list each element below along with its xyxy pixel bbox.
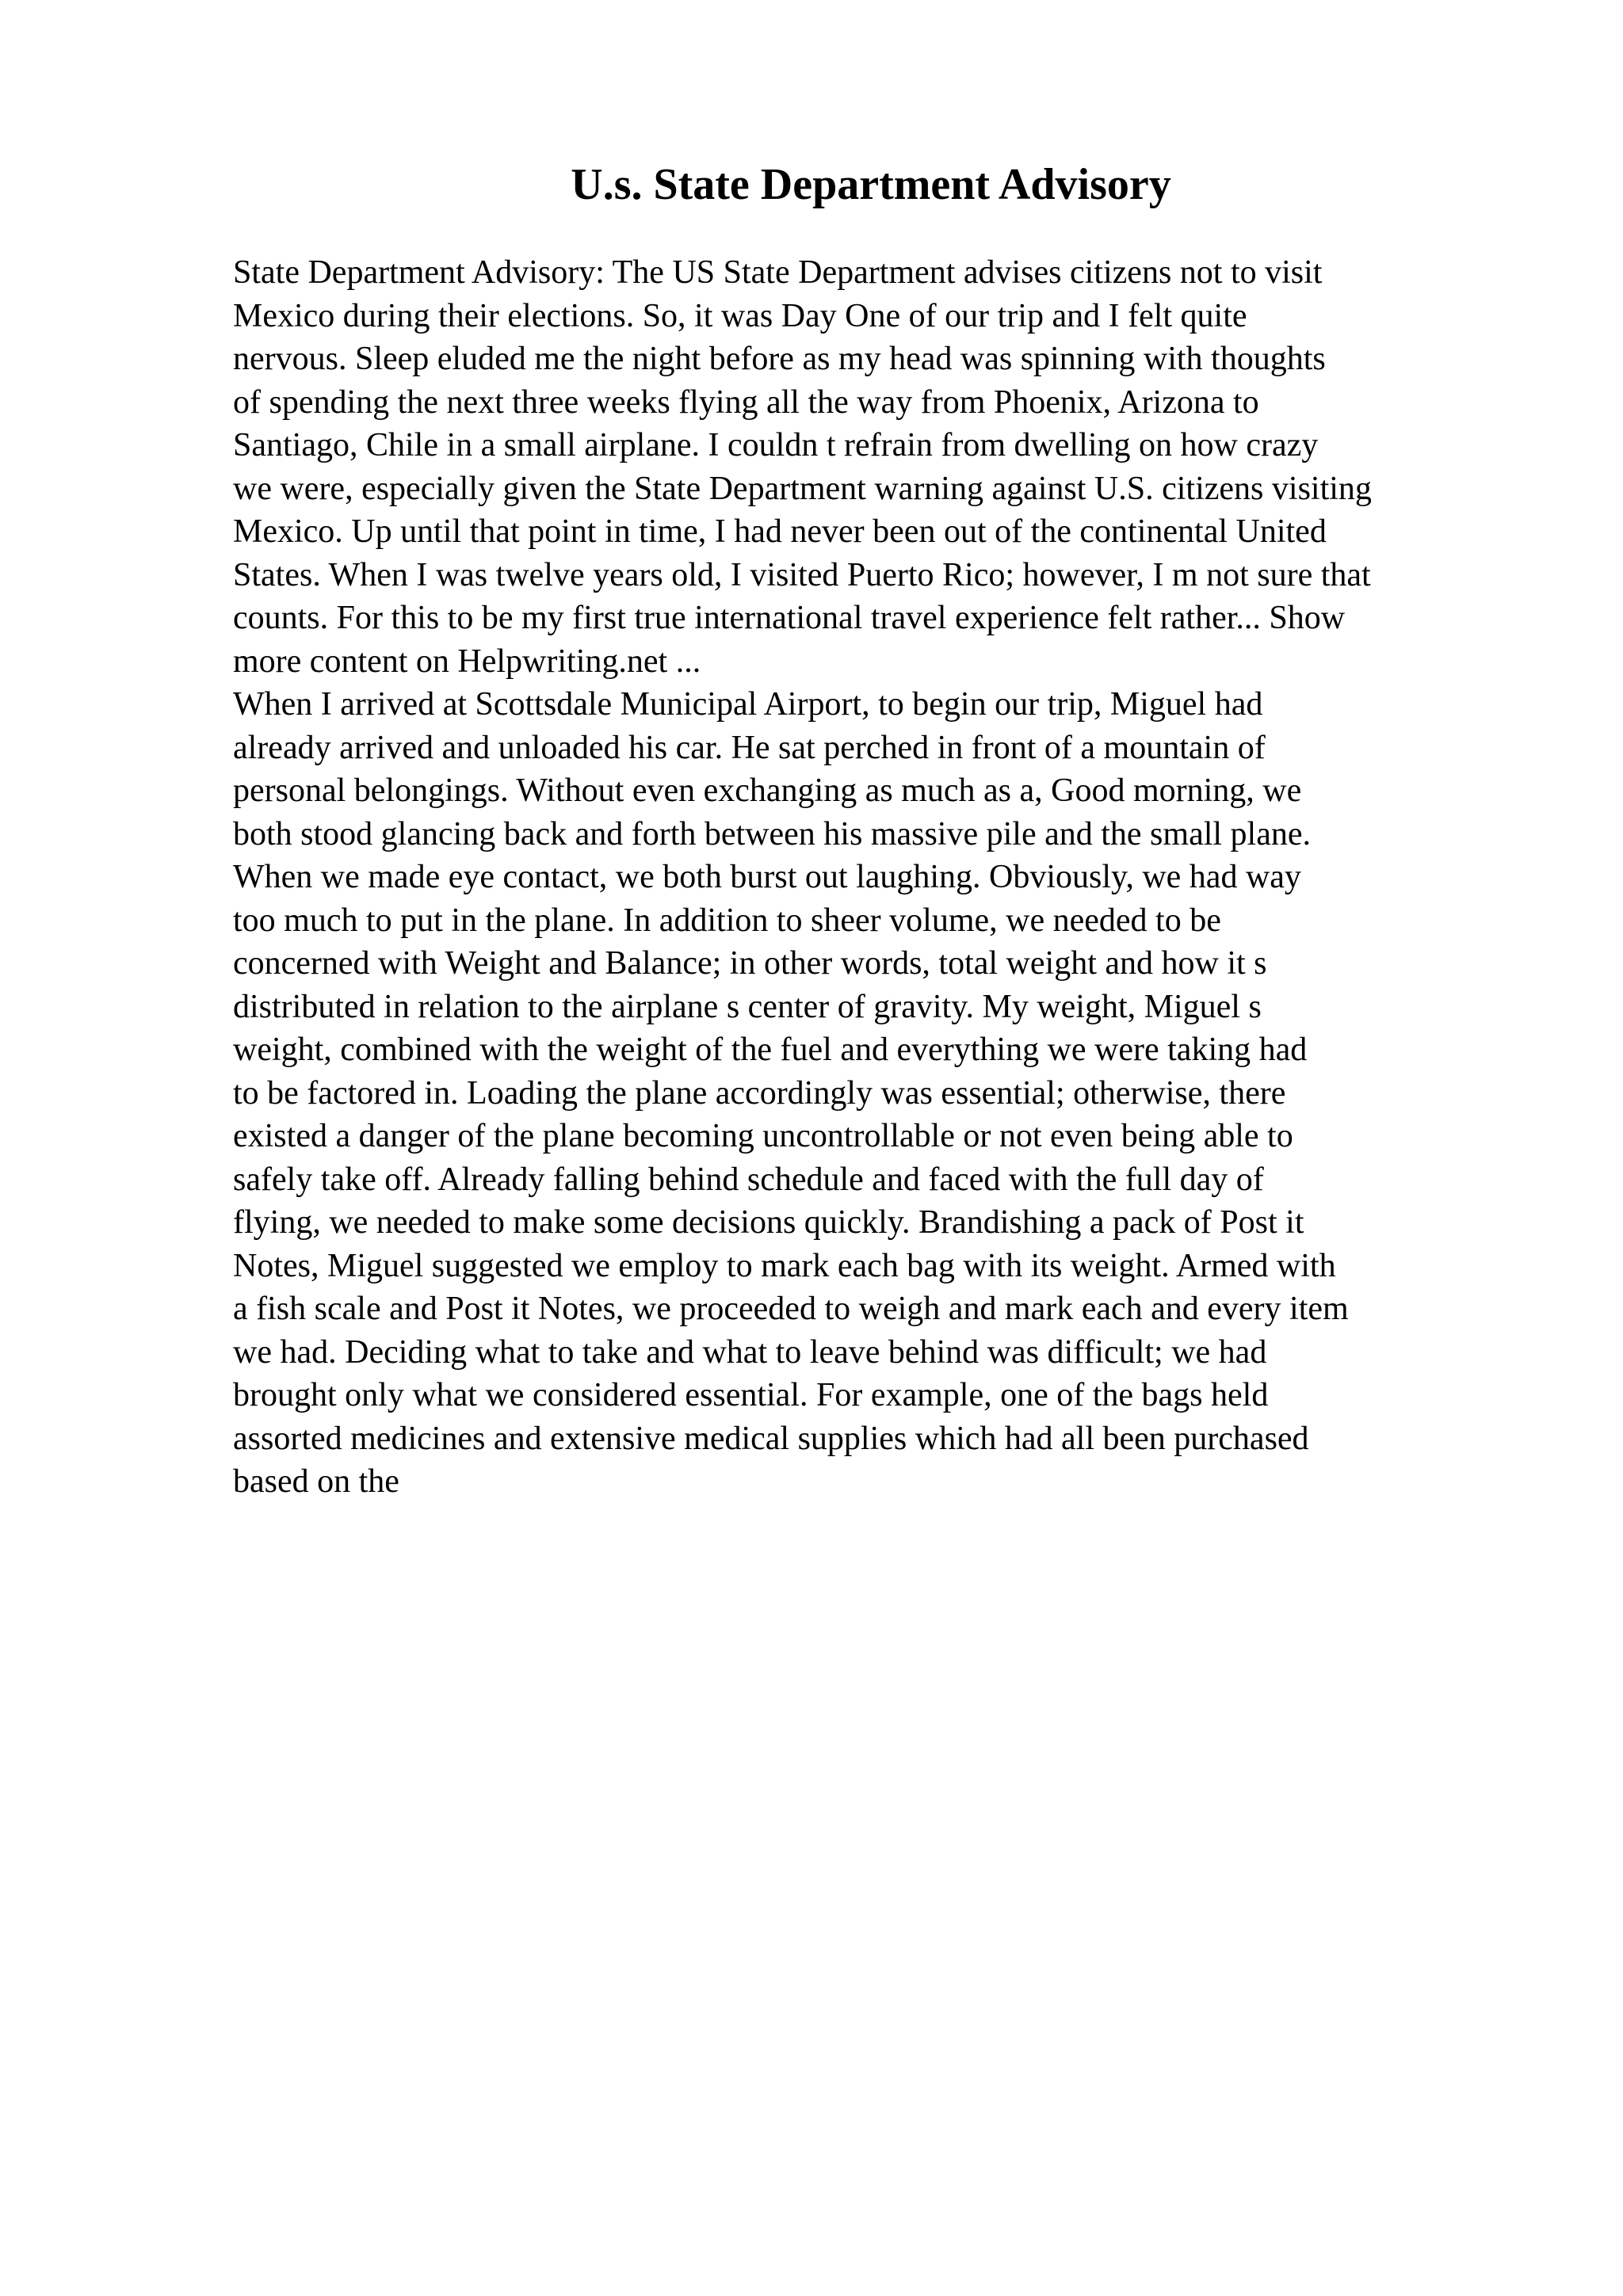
text-line: concerned with Weight and Balance; in other words, total weight and how it s: [233, 945, 1267, 982]
text-line: weight, combined with the weight of the fuel and everything we were taking had: [233, 1032, 1308, 1068]
text-line: too much to put in the plane. In addition to sheer volume, we needed to be: [233, 902, 1221, 939]
text-line: safely take off. Already falling behind schedule and faced with the full day of: [233, 1161, 1264, 1198]
text-line: already arrived and unloaded his car. He sat perched in front of a mountain of: [233, 729, 1266, 766]
text-line: both stood glancing back and forth between his massive pile and the small plane.: [233, 815, 1311, 852]
text-line: we had. Deciding what to take and what to leave behind was difficult; we had: [233, 1333, 1267, 1371]
text-line: a fish scale and Post it Notes, we proceeded to weigh and mark each and every item: [233, 1291, 1349, 1327]
document-column: [233, 158, 1509, 1504]
text-line: flying, we needed to make some decisions quickly. Brandishing a pack of Post it: [233, 1204, 1304, 1241]
document-body: [233, 251, 1509, 1504]
text-line: nervous. Sleep eluded me the night before as my head was spinning with thoughts: [233, 341, 1326, 377]
paragraph-2: [233, 683, 1509, 1504]
text-line: distributed in relation to the airplane s center of gravity. My weight, Miguel s: [233, 988, 1262, 1025]
text-line: to be factored in. Loading the plane accordingly was essential; otherwise, there: [233, 1074, 1286, 1112]
text-line: When we made eye contact, we both burst out laughing. Obviously, we had way: [233, 859, 1301, 895]
document-title: U.s. State Department Advisory: [571, 160, 1171, 209]
text-line: of spending the next three weeks flying all the way from Phoenix, Arizona to: [233, 383, 1259, 421]
text-line: brought only what we considered essential. For example, one of the bags held: [233, 1377, 1269, 1413]
text-line: Mexico during their elections. So, it was Day One of our trip and I felt quite: [233, 297, 1247, 334]
text-line: Mexico. Up until that point in time, I had never been out of the continental United: [233, 513, 1327, 550]
paragraph-1: [233, 251, 1509, 683]
text-line: more content on Helpwriting.net ...: [233, 643, 701, 680]
text-line: States. When I was twelve years old, I visited Puerto Rico; however, I m not sure that: [233, 556, 1371, 593]
text-line: assorted medicines and extensive medical supplies which had all been purchased: [233, 1420, 1309, 1457]
text-line: we were, especially given the State Department warning against U.S. citizens visiting: [233, 470, 1372, 507]
text-line: Notes, Miguel suggested we employ to mark each bag with its weight. Armed with: [233, 1247, 1336, 1284]
text-line: counts. For this to be my first true international travel experience felt rather... Show: [233, 600, 1346, 636]
text-line: existed a danger of the plane becoming uncontrollable or not even being able to: [233, 1118, 1293, 1154]
text-line: based on the: [233, 1463, 399, 1500]
text-line: When I arrived at Scottsdale Municipal Airport, to begin our trip, Miguel had: [233, 686, 1263, 723]
text-line: State Department Advisory: The US State Department advises citizens not to visit: [233, 254, 1323, 291]
text-line: personal belongings. Without even exchanging as much as a, Good morning, we: [233, 772, 1302, 809]
text-line: Santiago, Chile in a small airplane. I couldn t refrain from dwelling on how crazy: [233, 427, 1319, 463]
